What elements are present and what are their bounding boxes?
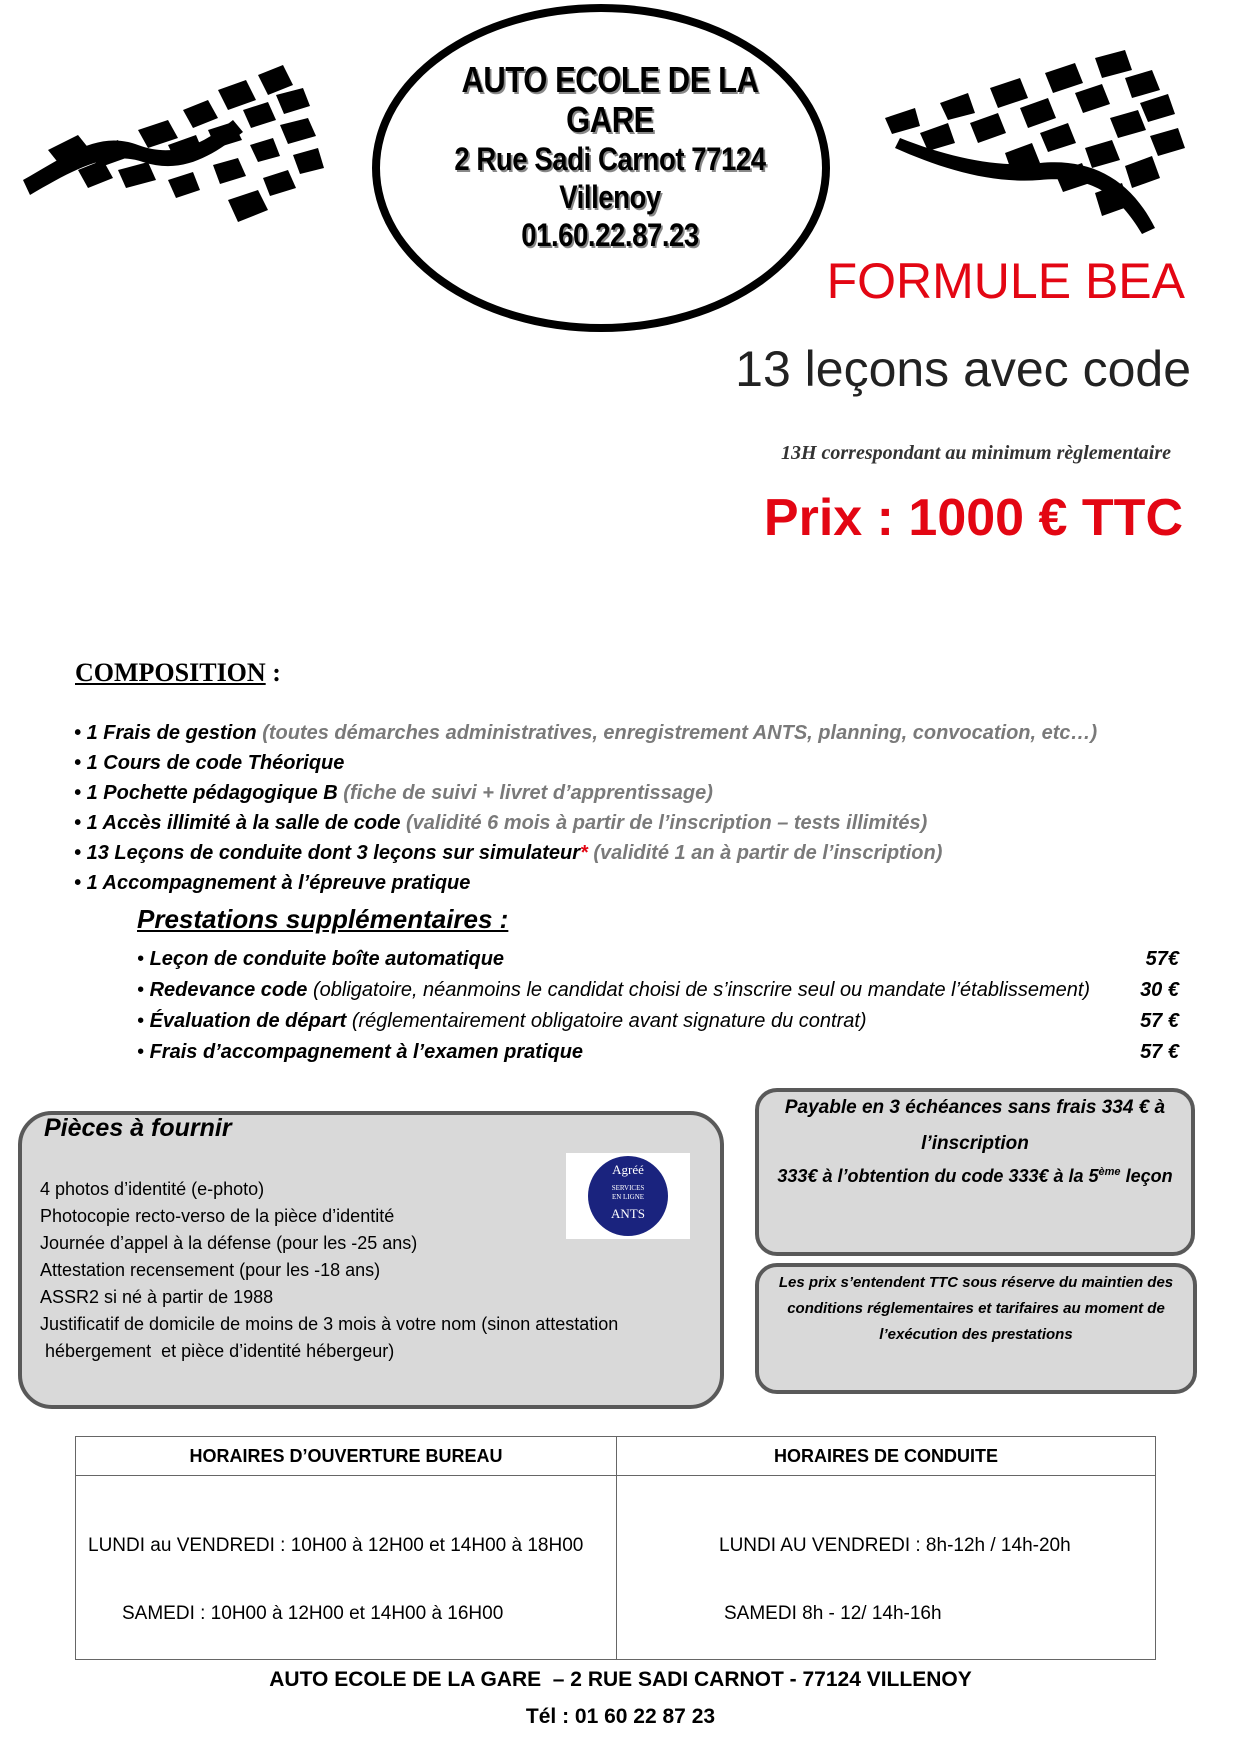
composition-list bbox=[74, 718, 1194, 898]
schedule-table bbox=[75, 1436, 1156, 1660]
list-item: hébergement et pièce d’identité hébergeur) bbox=[40, 1341, 395, 1361]
extra-price: 57€ bbox=[1145, 948, 1179, 970]
badge-top-text: Agréé bbox=[612, 1162, 644, 1177]
item-main: 1 Cours de code Théorique bbox=[86, 752, 345, 774]
extra-main: Évaluation de départ bbox=[149, 1010, 347, 1032]
extra-item bbox=[137, 944, 1187, 975]
payment-line3-b: leçon bbox=[1120, 1166, 1173, 1186]
list-item bbox=[74, 748, 1194, 778]
item-detail: (validité 6 mois à partir de l’inscription – tests illimités) bbox=[400, 812, 928, 834]
extra-main: Redevance code bbox=[149, 979, 308, 1001]
payment-line1: Payable en 3 échéances sans frais 334 € à bbox=[784, 1097, 1166, 1118]
formula-title: FORMULE BEA bbox=[826, 253, 1185, 309]
extras-title: Prestations supplémentaires : bbox=[137, 904, 509, 934]
item-detail: (validité 1 an à partir de l’inscription) bbox=[587, 842, 943, 864]
list-item bbox=[74, 808, 1194, 838]
extra-main: Frais d’accompagnement à l’examen pratique bbox=[149, 1041, 584, 1063]
footer-phone: Tél : 01 60 22 87 23 bbox=[525, 1705, 716, 1728]
payment-line3-a: 333€ à l’obtention du code 333€ à la 5 bbox=[777, 1166, 1099, 1186]
driving-hours-header: HORAIRES DE CONDUITE bbox=[773, 1446, 998, 1466]
list-item bbox=[74, 778, 1194, 808]
documents-list bbox=[40, 1176, 618, 1365]
bullet: • bbox=[74, 842, 82, 864]
extra-detail: (obligatoire, néanmoins le candidat choisi de s’inscrire seul ou mandate l’établissement) bbox=[307, 979, 1091, 1001]
conditions-line1: Les prix s’entendent TTC sous réserve du maintien des bbox=[778, 1274, 1174, 1291]
list-item bbox=[74, 718, 1194, 748]
extra-main: Leçon de conduite boîte automatique bbox=[149, 948, 505, 970]
ants-badge bbox=[566, 1153, 690, 1239]
payment-line3 bbox=[757, 1158, 1193, 1190]
school-city: Villenoy bbox=[559, 179, 661, 215]
office-hours-header: HORAIRES D’OUVERTURE BUREAU bbox=[189, 1446, 503, 1466]
office-saturday: SAMEDI : 10H00 à 12H00 et 14H00 à 16H00 bbox=[122, 1603, 504, 1624]
driving-weekdays: LUNDI AU VENDREDI : 8h-12h / 14h-20h bbox=[719, 1535, 1071, 1556]
item-main: 13 Leçons de conduite dont 3 leçons sur simulateur bbox=[86, 842, 581, 864]
list-item: Justificatif de domicile de moins de 3 mois à votre nom (sinon attestation bbox=[40, 1314, 619, 1334]
bullet: • bbox=[74, 752, 82, 774]
checkered-flag-right-icon bbox=[880, 48, 1190, 238]
bullet: • bbox=[74, 872, 82, 894]
extra-price: 30 € bbox=[1140, 979, 1179, 1001]
composition-title-text: COMPOSITION bbox=[75, 658, 266, 687]
list-item bbox=[74, 838, 1194, 868]
item-main: 1 Pochette pédagogique B bbox=[86, 782, 338, 804]
badge-bottom-text: ANTS bbox=[611, 1206, 645, 1221]
hours-note: 13H correspondant au minimum règlementaire bbox=[780, 442, 1171, 464]
extra-item bbox=[137, 1037, 1187, 1068]
school-header bbox=[400, 60, 820, 254]
bullet: • bbox=[137, 979, 145, 1001]
extra-item bbox=[137, 975, 1187, 1006]
school-name-line2: GARE bbox=[566, 99, 654, 140]
conditions-text bbox=[762, 1270, 1190, 1348]
list-item: ASSR2 si né à partir de 1988 bbox=[40, 1287, 274, 1307]
conditions-line3: l’exécution des prestations bbox=[879, 1326, 1073, 1343]
list-item: Photocopie recto-verso de la pièce d’identité bbox=[40, 1206, 395, 1226]
payment-line2: l’inscription bbox=[921, 1133, 1029, 1154]
school-phone: 01.60.22.87.23 bbox=[521, 217, 699, 253]
extra-detail: (réglementairement obligatoire avant signature du contrat) bbox=[346, 1010, 867, 1032]
list-item: Journée d’appel à la défense (pour les -25 ans) bbox=[40, 1233, 418, 1253]
footer-address: AUTO ECOLE DE LA GARE – 2 RUE SADI CARNOT - 77124 VILLENOY bbox=[269, 1668, 972, 1691]
composition-title-suffix: : bbox=[265, 658, 281, 687]
asterisk-note: * bbox=[580, 842, 588, 864]
list-item: 4 photos d’identité (e-photo) bbox=[40, 1179, 265, 1199]
bullet: • bbox=[74, 722, 82, 744]
bullet: • bbox=[137, 1041, 145, 1063]
school-name-line1: AUTO ECOLE DE LA bbox=[461, 59, 759, 100]
price-total: Prix : 1000 € TTC bbox=[763, 489, 1183, 547]
item-detail: (toutes démarches administratives, enregistrement ANTS, planning, convocation, etc…) bbox=[256, 722, 1098, 744]
payment-text bbox=[757, 1094, 1193, 1190]
item-main: 1 Accompagnement à l’épreuve pratique bbox=[86, 872, 471, 894]
list-item: Attestation recensement (pour les -18 ans) bbox=[40, 1260, 381, 1280]
ants-badge-icon bbox=[588, 1156, 668, 1236]
checkered-flag-left-icon bbox=[18, 50, 328, 240]
bullet: • bbox=[74, 782, 82, 804]
bullet: • bbox=[137, 948, 145, 970]
composition-title bbox=[75, 658, 281, 688]
item-detail: (fiche de suivi + livret d’apprentissage) bbox=[337, 782, 713, 804]
extra-price: 57 € bbox=[1140, 1041, 1179, 1063]
conditions-line2: conditions réglementaires et tarifaires au moment de bbox=[787, 1300, 1165, 1317]
formula-subtitle: 13 leçons avec code bbox=[735, 341, 1191, 397]
school-address: 2 Rue Sadi Carnot 77124 bbox=[454, 141, 766, 177]
extra-item bbox=[137, 1006, 1187, 1037]
item-main: 1 Frais de gestion bbox=[86, 722, 257, 744]
driving-saturday: SAMEDI 8h - 12/ 14h-16h bbox=[724, 1603, 942, 1624]
payment-line3-sup: ème bbox=[1098, 1166, 1121, 1178]
item-main: 1 Accès illimité à la salle de code bbox=[86, 812, 401, 834]
list-item bbox=[74, 868, 1194, 898]
documents-title: Pièces à fournir bbox=[44, 1114, 232, 1142]
bullet: • bbox=[137, 1010, 145, 1032]
extras-list bbox=[137, 944, 1187, 1068]
office-weekdays: LUNDI au VENDREDI : 10H00 à 12H00 et 14H00 à 18H00 bbox=[88, 1535, 584, 1556]
badge-middle1-text: SERVICES bbox=[611, 1184, 645, 1192]
badge-middle2-text: EN LIGNE bbox=[611, 1193, 645, 1201]
extra-price: 57 € bbox=[1140, 1010, 1179, 1032]
bullet: • bbox=[74, 812, 82, 834]
